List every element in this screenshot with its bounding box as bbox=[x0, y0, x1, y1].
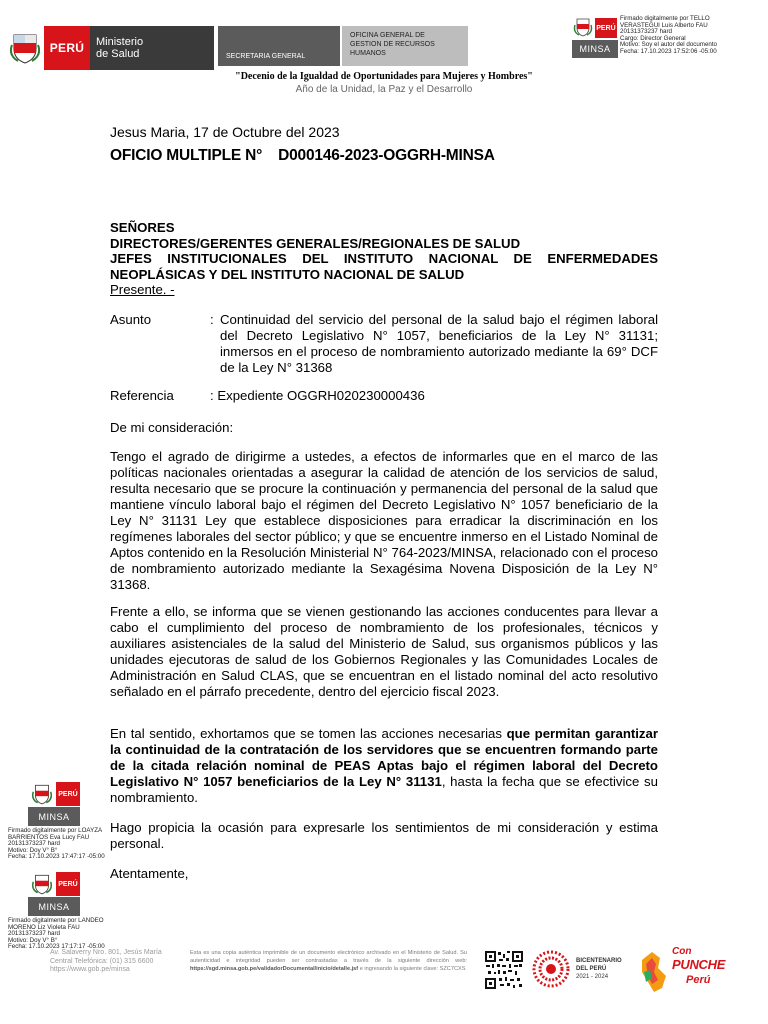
punche-peru: Perú bbox=[686, 974, 711, 986]
addressee-line: DIRECTORES/GERENTES GENERALES/REGIONALES DE SALUD bbox=[110, 235, 521, 251]
top-signature-stamp bbox=[572, 16, 618, 60]
asunto-colon: : bbox=[210, 312, 214, 327]
signature-line: Firmado digitalmente por LANDEO bbox=[8, 917, 104, 924]
note-text: e ingresando la siguiente clave: bbox=[358, 966, 440, 972]
signature-line: Motivo: Doy V° B° bbox=[8, 936, 58, 944]
oficio-title bbox=[110, 148, 658, 164]
ministerio-line-1: Ministerio bbox=[96, 36, 144, 48]
paragraph-4: Hago propicia la ocasión para expresarle los sentimientos de mi consideración y estima personal. bbox=[110, 820, 658, 851]
secretaria-general-block bbox=[218, 26, 340, 66]
oficina-line: OFICINA GENERAL DE bbox=[350, 32, 425, 39]
oficio-label: OFICIO MULTIPLE N° bbox=[110, 147, 263, 164]
coat-of-arms-icon bbox=[6, 26, 44, 70]
addressee-block bbox=[110, 220, 658, 298]
greeting: De mi consideración: bbox=[110, 420, 234, 435]
punche-word: PUNCHE bbox=[672, 957, 726, 972]
signature-line: 20131373237 hard bbox=[620, 28, 672, 36]
signature-line: Firmado digitalmente por TELLO bbox=[620, 15, 710, 22]
signature-line: Fecha: 17.10.2023 17:47:17 -05:00 bbox=[8, 853, 105, 861]
peru-badge: PERÚ bbox=[595, 18, 617, 38]
asunto-label: Asunto bbox=[110, 312, 152, 327]
coat-of-arms-icon bbox=[30, 872, 54, 896]
addressee-line: SEÑORES bbox=[110, 220, 175, 235]
year-motto: Año de la Unidad, la Paz y el Desarrollo bbox=[295, 84, 473, 95]
paragraph-1: Tengo el agrado de dirigirme a ustedes, a efectos de informarles que en el marco de las políticas nacionales orientadas a asegurar la calidad de atención de los servicios de salud, resulta necesario que se procure la continuación y permanencia del personal de la salud que mantiene vínculo laboral bajo el régimen del Decreto Legislativo N° 1057 beneficiario de la Ley N° 31131 Ley que establece disposiciones para erradicar la discriminación en los regímenes laborales del sector público; y que se encuentre inmerso en el Listado Nominal de Aptos contenido en la Resolución Ministerial N° 764-2023/MINSA, relacionado con el proceso de nombramiento autorizado mediante la Sexagésima Novena Disposición de la Ley N° 31368. bbox=[110, 449, 658, 592]
paragraph-3 bbox=[110, 726, 658, 806]
referencia-label: Referencia bbox=[110, 388, 174, 403]
coat-of-arms-icon bbox=[30, 782, 54, 806]
peru-badge: PERÚ bbox=[56, 782, 80, 806]
oficina-line: GESTION DE RECURSOS bbox=[350, 41, 435, 48]
signature-line: 20131373237 hard bbox=[8, 930, 60, 938]
left-signature-stamp-1 bbox=[28, 780, 80, 826]
oficina-line: HUMANOS bbox=[350, 50, 386, 57]
signature-line: Fecha: 17.10.2023 17:52:06 -05:00 bbox=[620, 47, 717, 55]
footer-address bbox=[50, 949, 162, 975]
paragraph-3-start: En tal sentido, exhortamos que se tomen las acciones necesarias bbox=[110, 726, 507, 741]
signature-line: Firmado digitalmente por LOAYZA bbox=[8, 827, 103, 834]
paragraph-3-bold: que permitan garantizar la continuidad de la contratación de los servidores que se encuentren formando parte de la citada relación nominal de PEAS Aptas bajo el régimen laboral del Decreto Legislativo N° 1057 beneficiarios de la Ley N° 31131 bbox=[110, 726, 658, 789]
bicentenario-line: DEL PERÚ bbox=[576, 966, 607, 972]
validation-key: SZC7CXS bbox=[439, 966, 466, 972]
bicentenario-years: 2021 - 2024 bbox=[576, 974, 609, 980]
letter-date: Jesus Maria, 17 de Octubre del 2023 bbox=[110, 124, 340, 140]
website-link[interactable]: https://www.gob.pe/minsa bbox=[50, 966, 130, 973]
ministerio-title bbox=[96, 36, 143, 60]
coat-of-arms-icon bbox=[572, 16, 594, 38]
signature-line: Motivo: Soy el autor del documento bbox=[620, 41, 717, 49]
decade-motto: "Decenio de la Igualdad de Oportunidades para Mujeres y Hombres" bbox=[235, 71, 533, 82]
peru-logo: PERÚ bbox=[44, 26, 90, 70]
addressee-line: JEFES INSTITUCIONALES DEL INSTITUTO NACIONAL DE ENFERMEDADES bbox=[110, 251, 658, 266]
asunto-field bbox=[210, 312, 658, 376]
signature-line: 20131373237 hard bbox=[8, 840, 60, 848]
bicentenario-line: BICENTENARIO bbox=[576, 958, 622, 964]
left-signature-text-2 bbox=[8, 918, 112, 951]
signature-line: Motivo: Doy V° B° bbox=[8, 846, 58, 854]
addressee-line: NEOPLÁSICAS Y DEL INSTITUTO NACIONAL DE SALUD bbox=[110, 266, 465, 282]
signature-line: VERASTEGUI Luis Alberto FAU bbox=[620, 21, 708, 29]
secretaria-label: SECRETARIA GENERAL bbox=[226, 53, 306, 60]
paragraph-2: Frente a ello, se informa que se vienen gestionando las acciones conducentes para llevar a cabo el cumplimiento del proceso de nombramiento de los profesionales, técnicos y auxiliares asistenciales de la salud del Ministerio de Salud, sus organismos públicos y las unidades ejecutoras de salud de los Gobiernos Regionales y las Comunidades Locales de Administración en Salud CLAS, que se encuentran en el listado nominal del acto resolutivo señalado en el párrafo precedente, dentro del ejercicio fiscal 2023. bbox=[110, 604, 658, 699]
address-line: Av. Salaverry Nro. 801, Jesús María bbox=[50, 949, 162, 956]
oficina-label bbox=[350, 31, 435, 58]
qr-code-icon bbox=[484, 950, 524, 990]
oficina-general-block bbox=[342, 26, 468, 66]
presente-label: Presente. - bbox=[110, 282, 175, 297]
signature-line: Cargo: Director General bbox=[620, 34, 686, 42]
phone-line: Central Telefónica: (01) 315 6600 bbox=[50, 957, 154, 965]
signature-line: BARRIENTOS Eva Lucy FAU bbox=[8, 833, 90, 841]
note-text: Esta es una copia auténtica imprimible de un documento electrónico archivado en el Ministerio de Salud. Su autenticidad e integridad pueden ser contrastadas a través de la siguiente dirección web: bbox=[190, 950, 467, 964]
referencia-text: : Expediente OGGRH020230000436 bbox=[210, 388, 425, 403]
closing: Atentamente, bbox=[110, 866, 189, 881]
ministerio-line-2: de Salud bbox=[96, 48, 140, 60]
top-signature-text bbox=[620, 16, 766, 56]
paragraph-3-end: , hasta la fecha que se efectivice su nombramiento. bbox=[110, 774, 658, 805]
bicentenario-text bbox=[576, 957, 622, 981]
signature-line: MORENO Liz Violeta FAU bbox=[8, 923, 80, 931]
signature-line: Fecha: 17.10.2023 17:17:17 -05:00 bbox=[8, 943, 105, 951]
con-punche-peru-logo bbox=[638, 942, 728, 998]
asunto-text: Continuidad del servicio del personal de la salud bajo el régimen laboral del Decreto Legislativo N° 1057, beneficiarios de la Ley N° 31131; inmersos en el proceso de nombramiento autorizado mediante la 69° DCF de la Ley N° 31368 bbox=[220, 312, 658, 375]
oficio-number: D000146-2023-OGGRH-MINSA bbox=[278, 147, 495, 164]
bicentenario-logo-icon bbox=[530, 948, 572, 990]
peru-badge: PERÚ bbox=[56, 872, 80, 896]
left-signature-stamp-2 bbox=[28, 870, 80, 916]
authenticity-note bbox=[190, 949, 467, 973]
minsa-badge: MINSA bbox=[28, 807, 80, 826]
minsa-badge: MINSA bbox=[572, 40, 618, 58]
punche-con: Con bbox=[672, 946, 692, 957]
validation-url[interactable]: https://sgd.minsa.gob.pe/validadorDocumental/inicio/detalle.jsf bbox=[190, 966, 359, 972]
minsa-badge: MINSA bbox=[28, 897, 80, 916]
left-signature-text-1 bbox=[8, 828, 112, 861]
